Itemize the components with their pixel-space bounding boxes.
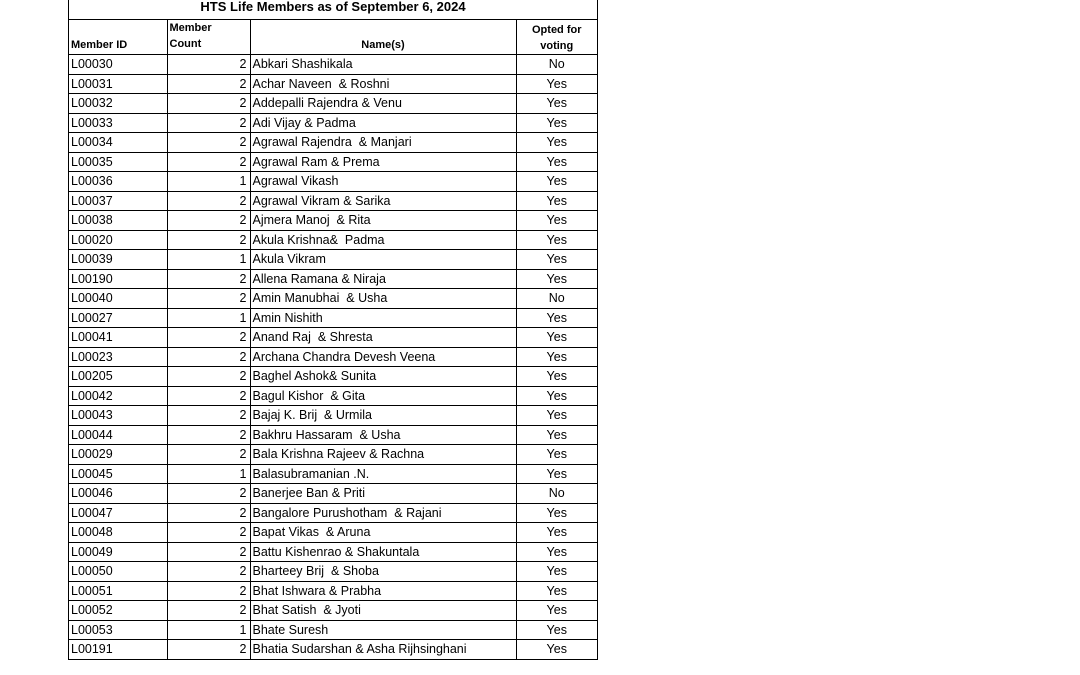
cell-member-count: 2: [167, 523, 250, 543]
table-row: [69, 172, 597, 192]
cell-member-count: 1: [167, 464, 250, 484]
cell-member-count: 2: [167, 542, 250, 562]
cell-names: Amin Nishith: [250, 308, 516, 328]
cell-opted-voting: Yes: [516, 425, 597, 445]
cell-opted-voting: Yes: [516, 113, 597, 133]
table-row: [69, 542, 597, 562]
cell-member-id: L00047: [69, 503, 167, 523]
cell-member-count: 2: [167, 503, 250, 523]
cell-opted-voting: Yes: [516, 211, 597, 231]
table-row: [69, 211, 597, 231]
cell-member-count: 2: [167, 152, 250, 172]
cell-opted-voting: Yes: [516, 172, 597, 192]
table-row: [69, 328, 597, 348]
table-row: [69, 445, 597, 465]
table-row: [69, 230, 597, 250]
cell-member-id: L00041: [69, 328, 167, 348]
cell-member-id: L00027: [69, 308, 167, 328]
cell-names: Bhatia Sudarshan & Asha Rijhsinghani: [250, 640, 516, 659]
members-table: [69, 20, 597, 659]
cell-member-count: 2: [167, 113, 250, 133]
cell-opted-voting: Yes: [516, 191, 597, 211]
table-row: [69, 620, 597, 640]
cell-member-count: 2: [167, 347, 250, 367]
cell-opted-voting: Yes: [516, 464, 597, 484]
cell-names: Agrawal Vikash: [250, 172, 516, 192]
cell-member-id: L00020: [69, 230, 167, 250]
cell-member-id: L00023: [69, 347, 167, 367]
cell-member-id: L00031: [69, 74, 167, 94]
cell-names: Akula Krishna& Padma: [250, 230, 516, 250]
cell-names: Bakhru Hassaram & Usha: [250, 425, 516, 445]
table-row: [69, 191, 597, 211]
cell-opted-voting: Yes: [516, 601, 597, 621]
cell-member-count: 2: [167, 484, 250, 504]
cell-member-id: L00036: [69, 172, 167, 192]
table-row: [69, 425, 597, 445]
cell-member-id: L00039: [69, 250, 167, 270]
header-member-count-line2: Count: [169, 38, 202, 50]
cell-names: Bajaj K. Brij & Urmila: [250, 406, 516, 426]
cell-member-id: L00053: [69, 620, 167, 640]
cell-member-count: 2: [167, 133, 250, 153]
header-opted-voting: [516, 20, 597, 55]
table-row: [69, 347, 597, 367]
cell-member-count: 2: [167, 55, 250, 75]
cell-member-id: L00037: [69, 191, 167, 211]
header-member-id: Member ID: [69, 20, 167, 55]
cell-names: Akula Vikram: [250, 250, 516, 270]
cell-member-id: L00030: [69, 55, 167, 75]
cell-opted-voting: Yes: [516, 542, 597, 562]
cell-names: Bhate Suresh: [250, 620, 516, 640]
cell-member-id: L00045: [69, 464, 167, 484]
cell-opted-voting: Yes: [516, 133, 597, 153]
cell-member-count: 2: [167, 94, 250, 114]
header-opted-line1: Opted for: [532, 24, 582, 36]
cell-names: Abkari Shashikala: [250, 55, 516, 75]
cell-names: Adi Vijay & Padma: [250, 113, 516, 133]
cell-member-count: 2: [167, 425, 250, 445]
cell-names: Agrawal Vikram & Sarika: [250, 191, 516, 211]
header-member-count: [167, 20, 250, 55]
table-row: [69, 386, 597, 406]
table-row: [69, 74, 597, 94]
cell-opted-voting: Yes: [516, 445, 597, 465]
cell-opted-voting: Yes: [516, 269, 597, 289]
cell-names: Agrawal Ram & Prema: [250, 152, 516, 172]
cell-member-id: L00042: [69, 386, 167, 406]
cell-opted-voting: Yes: [516, 581, 597, 601]
cell-member-id: L00029: [69, 445, 167, 465]
cell-names: Ajmera Manoj & Rita: [250, 211, 516, 231]
cell-member-id: L00035: [69, 152, 167, 172]
table-row: [69, 269, 597, 289]
cell-member-count: 2: [167, 289, 250, 309]
cell-names: Baghel Ashok& Sunita: [250, 367, 516, 387]
cell-opted-voting: Yes: [516, 503, 597, 523]
cell-opted-voting: No: [516, 289, 597, 309]
cell-opted-voting: Yes: [546, 642, 567, 657]
cell-opted-voting: Yes: [516, 152, 597, 172]
cell-member-id: L00049: [69, 542, 167, 562]
cell-member-count: 1: [167, 172, 250, 192]
cell-member-count: 2: [167, 74, 250, 94]
cell-opted-voting: Yes: [516, 620, 597, 640]
cell-member-id: L00033: [69, 113, 167, 133]
cell-names: Bangalore Purushotham & Rajani: [250, 503, 516, 523]
cell-member-id: L00190: [69, 269, 167, 289]
cell-names: Banerjee Ban & Priti: [250, 484, 516, 504]
cell-opted-voting: Yes: [516, 308, 597, 328]
table-row: [69, 406, 597, 426]
table-row: [69, 503, 597, 523]
cell-opted-voting: Yes: [516, 94, 597, 114]
table-row: [69, 601, 597, 621]
cell-member-id: L00052: [69, 601, 167, 621]
cell-member-count: 2: [167, 445, 250, 465]
cell-names: Bharteey Brij & Shoba: [250, 562, 516, 582]
cell-names: Bapat Vikas & Aruna: [250, 523, 516, 543]
cell-names: Bala Krishna Rajeev & Rachna: [250, 445, 516, 465]
cell-opted-voting: No: [516, 55, 597, 75]
cell-member-id: L00032: [69, 94, 167, 114]
cell-names: Addepalli Rajendra & Venu: [250, 94, 516, 114]
cell-opted-voting: Yes: [516, 347, 597, 367]
cell-member-id: L00050: [69, 562, 167, 582]
cell-names: Allena Ramana & Niraja: [250, 269, 516, 289]
cell-opted-voting: Yes: [516, 74, 597, 94]
cell-names: Agrawal Rajendra & Manjari: [250, 133, 516, 153]
cell-member-count: 2: [167, 328, 250, 348]
cell-member-id: L00040: [69, 289, 167, 309]
cell-member-count: 2: [167, 601, 250, 621]
table-row: [69, 464, 597, 484]
header-opted-line2: voting: [540, 40, 574, 52]
table-row: [69, 308, 597, 328]
cell-opted-voting: Yes: [516, 386, 597, 406]
table-body: [69, 55, 597, 659]
cell-names: Bhat Satish & Jyoti: [250, 601, 516, 621]
header-member-count-line1: Member: [169, 22, 212, 34]
table-row: [69, 289, 597, 309]
cell-member-count: 2: [167, 406, 250, 426]
cell-names: Bhat Ishwara & Prabha: [250, 581, 516, 601]
cell-names: Archana Chandra Devesh Veena: [250, 347, 516, 367]
cell-member-id: L00048: [69, 523, 167, 543]
table-row: [69, 367, 597, 387]
cell-names: Amin Manubhai & Usha: [250, 289, 516, 309]
table-row: [69, 523, 597, 543]
table-row: [69, 484, 597, 504]
header-row: [69, 20, 597, 55]
cell-names: Balasubramanian .N.: [250, 464, 516, 484]
cell-member-id: L00034: [69, 133, 167, 153]
table-row: [69, 55, 597, 75]
cell-member-count: 2: [167, 230, 250, 250]
table-row: [69, 250, 597, 270]
cell-member-id: L00051: [69, 581, 167, 601]
header-names: Name(s): [250, 20, 516, 55]
table-row: [69, 133, 597, 153]
cell-member-count: 1: [167, 250, 250, 270]
cell-member-count: 2: [167, 581, 250, 601]
table-row: [69, 113, 597, 133]
table-row: [69, 581, 597, 601]
sheet-title: HTS Life Members as of September 6, 2024: [69, 0, 597, 20]
cell-opted-voting: No: [516, 484, 597, 504]
cell-opted-voting: Yes: [516, 250, 597, 270]
cell-names: Battu Kishenrao & Shakuntala: [250, 542, 516, 562]
cell-opted-voting: Yes: [516, 523, 597, 543]
cell-names: Anand Raj & Shresta: [250, 328, 516, 348]
cell-names: Achar Naveen & Roshni: [250, 74, 516, 94]
cell-member-count: 1: [167, 620, 250, 640]
cell-member-count: 2: [167, 367, 250, 387]
table-row: [69, 562, 597, 582]
cell-member-id: L00046: [69, 484, 167, 504]
cell-member-count: 2: [167, 191, 250, 211]
table-row: [69, 640, 597, 659]
cell-member-id: L00205: [69, 367, 167, 387]
cell-member-id: L00191: [71, 642, 113, 657]
cell-member-count: 2: [167, 386, 250, 406]
cell-opted-voting: Yes: [516, 328, 597, 348]
cell-member-count: 2: [167, 211, 250, 231]
cell-member-id: L00038: [69, 211, 167, 231]
cell-opted-voting: Yes: [516, 406, 597, 426]
table-row: [69, 152, 597, 172]
cell-member-id: L00043: [69, 406, 167, 426]
cell-member-id: L00044: [69, 425, 167, 445]
cell-names: Bagul Kishor & Gita: [250, 386, 516, 406]
cell-member-count: 1: [167, 308, 250, 328]
cell-member-count: 2: [167, 640, 250, 659]
table-row: [69, 94, 597, 114]
cell-member-count: 2: [167, 562, 250, 582]
table-header: [69, 20, 597, 55]
cell-opted-voting: Yes: [516, 562, 597, 582]
cell-member-count: 2: [167, 269, 250, 289]
cell-opted-voting: Yes: [516, 230, 597, 250]
members-sheet: [68, 0, 598, 660]
cell-opted-voting: Yes: [516, 367, 597, 387]
